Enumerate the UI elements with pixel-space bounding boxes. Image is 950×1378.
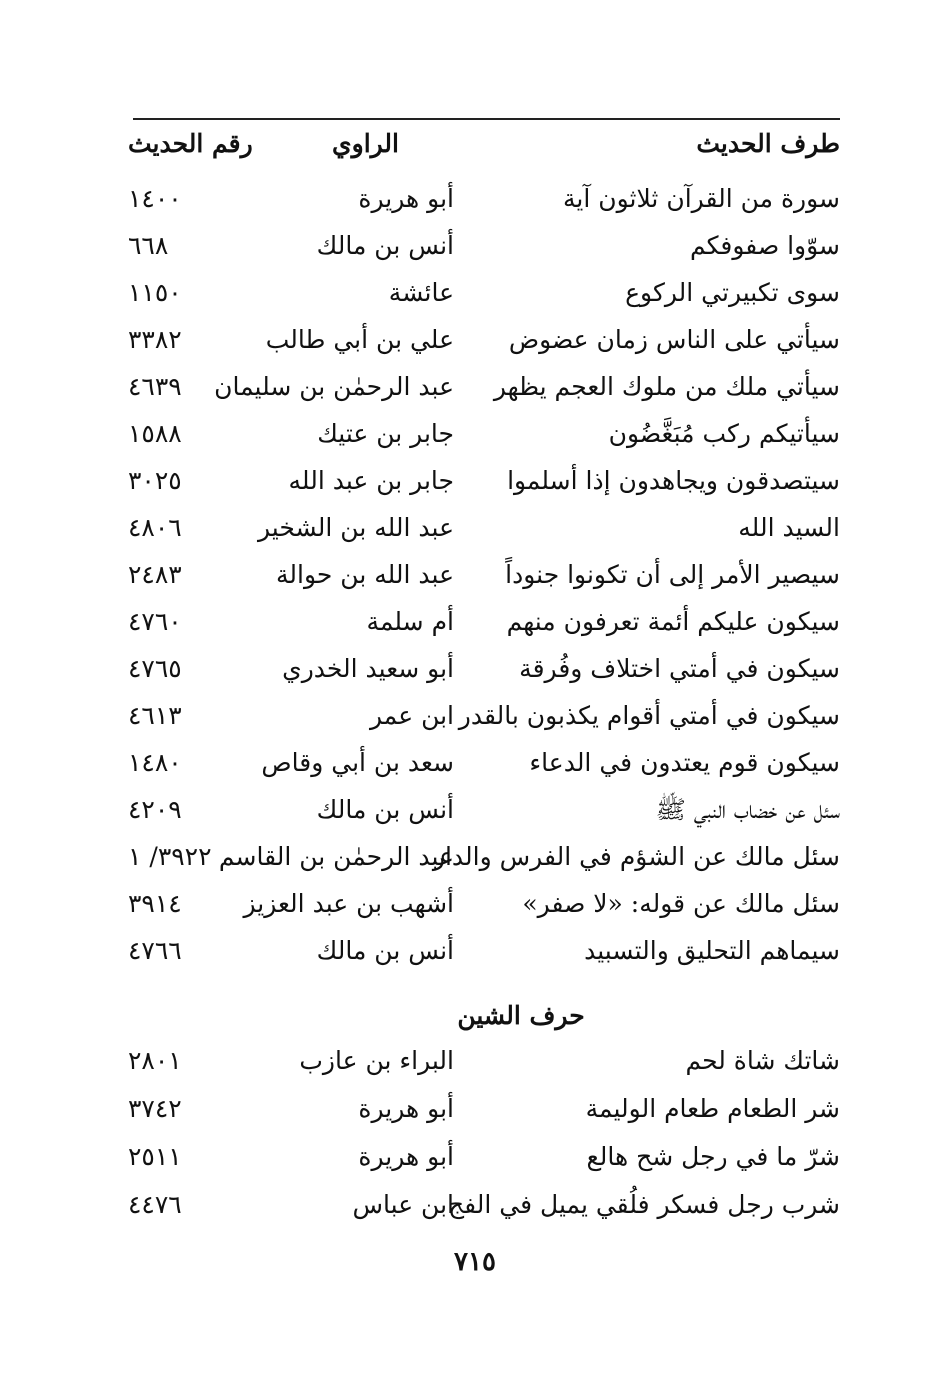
hadith-number: ٤٦٣٩ [128, 372, 182, 401]
hadith-number: ٤٢٠٩ [128, 795, 182, 824]
hadith-text: سيتصدقون ويجاهدون إذا أسلموا [507, 466, 840, 495]
narrator-text: سعد بن أبي وقاص [261, 748, 454, 777]
table-row [128, 364, 844, 410]
narrator-text: عبد الرحمٰن بن سليمان [214, 372, 454, 401]
narrator-text: عبد الله بن الشخير [258, 513, 454, 542]
narrator-text: أنس بن مالك [316, 231, 454, 260]
hadith-number: ١٤٨٠ [128, 748, 182, 777]
hadith-text: السيد الله [738, 513, 840, 542]
table-row [128, 1038, 844, 1084]
section-title: حرف الشين [457, 1001, 585, 1030]
narrator-text: جابر بن عتيك [317, 419, 454, 448]
table-row [128, 1086, 844, 1132]
header-number: رقم الحديث [128, 129, 253, 158]
hadith-text: سيماهم التحليق والتسبيد [584, 936, 840, 965]
hadith-number: ٤٨٠٦ [128, 513, 182, 542]
header-hadith: طرف الحديث [696, 129, 840, 158]
narrator-text: عبد الله بن حوالة [276, 560, 454, 589]
hadith-number: ٤٧٦٥ [128, 654, 182, 683]
page-number: ٧١٥ [454, 1247, 496, 1277]
hadith-text: سيصير الأمر إلى أن تكونوا جنوداً [505, 560, 840, 589]
hadith-text: سيكون في أمتي أقوام يكذبون بالقدر [458, 701, 840, 730]
narrator-text: أم سلمة [366, 607, 454, 636]
hadith-text: سوّوا صفوفكم [689, 231, 840, 260]
narrator-text: أبو هريرة [358, 1142, 454, 1171]
hadith-text: سورة من القرآن ثلاثون آية [563, 184, 840, 213]
hadith-number: ٤٧٦٦ [128, 936, 182, 965]
hadith-number: ٢٨٠١ [128, 1046, 182, 1075]
narrator-text: أنس بن مالك [316, 936, 454, 965]
hadith-text: شرب رجل فسكر فلُقي يميل في الفج [447, 1190, 840, 1219]
hadith-number: ٢٥١١ [128, 1142, 182, 1171]
hadith-text: شرّ ما في رجل شح هالع [586, 1142, 840, 1171]
hadith-text: سيكون عليكم أئمة تعرفون منهم [506, 607, 840, 636]
table-row [128, 552, 844, 598]
hadith-text: سوى تكبيرتي الركوع [625, 278, 840, 307]
narrator-text: عائشة [388, 278, 454, 307]
table-row [128, 881, 844, 927]
narrator-text: البراء بن عازب [299, 1046, 454, 1075]
narrator-text: علي بن أبي طالب [265, 325, 454, 354]
hadith-number: ٢٤٨٣ [128, 560, 182, 589]
hadith-text: سيأتيكم ركب مُبَغَّضُون [608, 419, 840, 448]
narrator-text: عبد الرحمٰن بن القاسم [218, 842, 454, 871]
table-row [128, 646, 844, 692]
table-row [128, 176, 844, 222]
hadith-text: سئل مالك عن قوله: «لا صفر» [522, 889, 840, 918]
table-row [128, 505, 844, 551]
narrator-text: ابن عمر [369, 701, 454, 730]
table-row [128, 458, 844, 504]
narrator-text: أبو سعيد الخدري [282, 654, 454, 683]
hadith-text: شر الطعام طعام الوليمة [585, 1094, 840, 1123]
table-row [128, 599, 844, 645]
table-row [128, 317, 844, 363]
hadith-number: ٣٩٢٢/ ١ [128, 842, 212, 871]
hadith-number: ١٥٨٨ [128, 419, 182, 448]
hadith-number: ٣٩١٤ [128, 889, 182, 918]
hadith-text: سئل عن خضاب النبي ﷺ [655, 795, 840, 824]
hadith-number: ٣٠٢٥ [128, 466, 182, 495]
hadith-number: ٤٧٦٠ [128, 607, 182, 636]
narrator-text: أبو هريرة [358, 184, 454, 213]
table-row [128, 270, 844, 316]
narrator-text: أنس بن مالك [316, 795, 454, 824]
narrator-text: أشهب بن عبد العزيز [243, 889, 454, 918]
table-row [128, 740, 844, 786]
table-row [128, 787, 844, 833]
hadith-number: ٣٣٨٢ [128, 325, 182, 354]
table-row [128, 834, 844, 880]
hadith-text: سئل مالك عن الشؤم في الفرس والدار [432, 842, 840, 871]
hadith-text: سيأتي على الناس زمان عضوض [508, 325, 840, 354]
hadith-number: ١١٥٠ [128, 278, 182, 307]
narrator-text: أبو هريرة [358, 1094, 454, 1123]
hadith-text: سيأتي ملك من ملوك العجم يظهر [493, 372, 840, 401]
table-row [128, 1182, 844, 1228]
hadith-number: ٤٦١٣ [128, 701, 182, 730]
hadith-text: شاتك شاة لحم [685, 1046, 840, 1075]
table-row [128, 223, 844, 269]
table-row [128, 928, 844, 974]
hadith-number: ٤٤٧٦ [128, 1190, 182, 1219]
table-row [128, 411, 844, 457]
hadith-number: ١٤٠٠ [128, 184, 182, 213]
hadith-text: سيكون قوم يعتدون في الدعاء [529, 748, 840, 777]
header-rule [133, 118, 840, 120]
table-row [128, 1134, 844, 1180]
hadith-number: ٦٦٨ [128, 231, 169, 260]
hadith-number: ٣٧٤٢ [128, 1094, 182, 1123]
table-header [128, 124, 844, 164]
hadith-text: سيكون في أمتي اختلاف وفُرقة [519, 654, 840, 683]
narrator-text: ابن عباس [352, 1190, 454, 1219]
header-narrator: الراوي [332, 129, 399, 158]
narrator-text: جابر بن عبد الله [288, 466, 454, 495]
table-row [128, 693, 844, 739]
